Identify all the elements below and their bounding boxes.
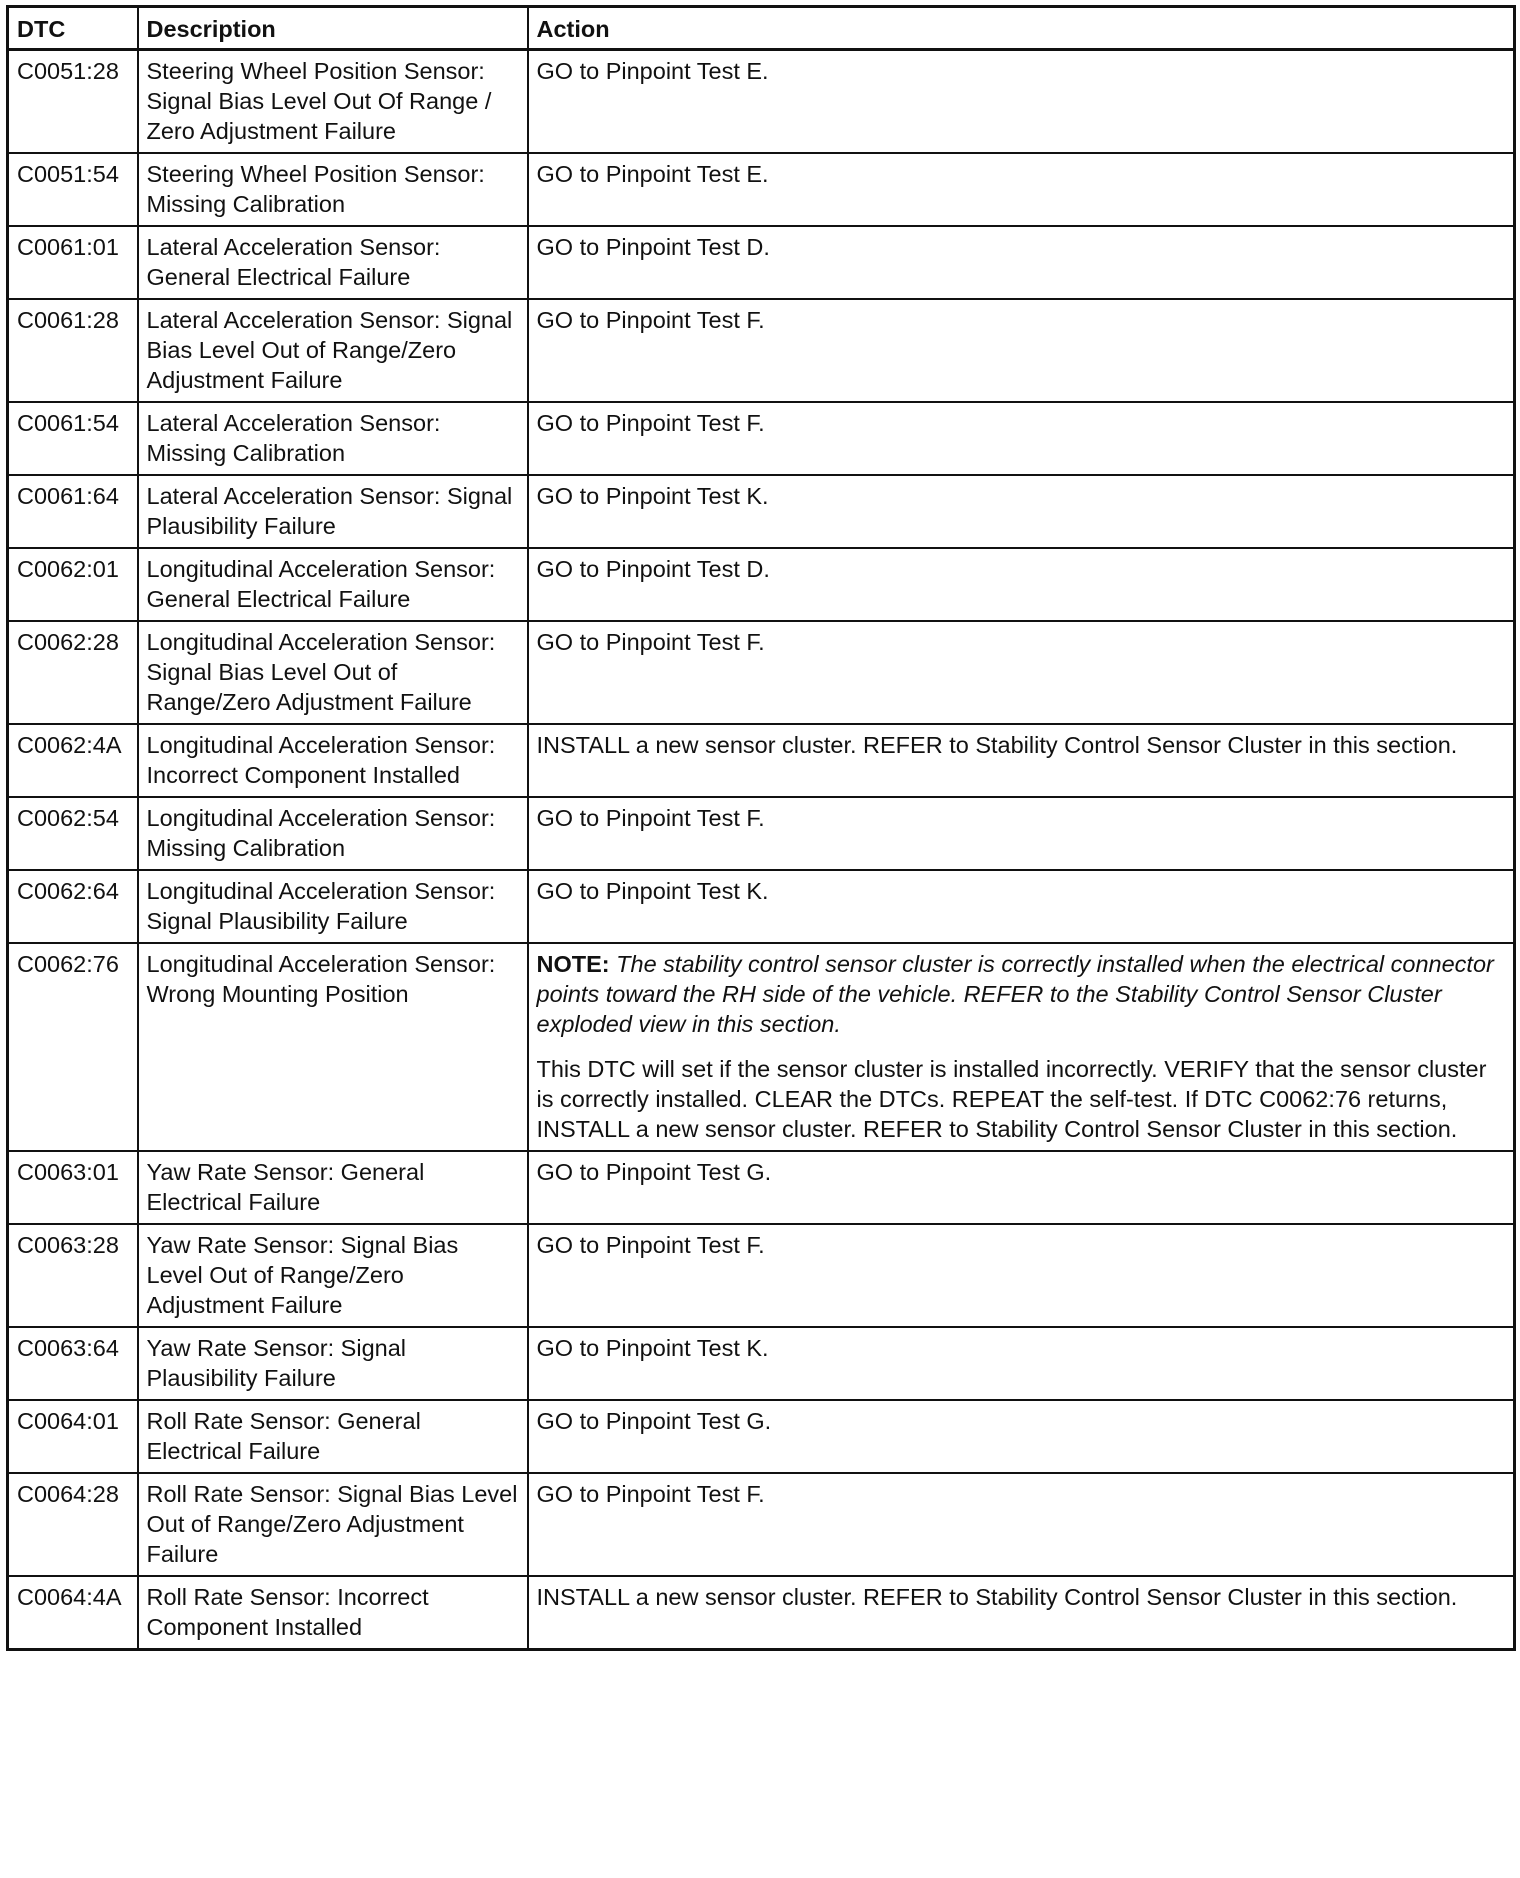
dtc-action: GO to Pinpoint Test F. bbox=[528, 299, 1515, 402]
table-row bbox=[8, 1151, 1515, 1224]
table-row bbox=[8, 870, 1515, 943]
dtc-description: Longitudinal Acceleration Sensor: Wrong Mounting Position bbox=[138, 943, 528, 1151]
dtc-code: C0064:28 bbox=[8, 1473, 138, 1576]
table-row bbox=[8, 299, 1515, 402]
dtc-action: GO to Pinpoint Test F. bbox=[528, 1473, 1515, 1576]
dtc-action bbox=[528, 943, 1515, 1151]
dtc-action: GO to Pinpoint Test F. bbox=[528, 621, 1515, 724]
dtc-action: GO to Pinpoint Test D. bbox=[528, 548, 1515, 621]
dtc-code: C0061:54 bbox=[8, 402, 138, 475]
header-dtc: DTC bbox=[8, 7, 138, 50]
dtc-table bbox=[6, 5, 1516, 1651]
table-row bbox=[8, 153, 1515, 226]
table-row bbox=[8, 50, 1515, 154]
dtc-description: Longitudinal Acceleration Sensor: Signal Bias Level Out of Range/Zero Adjustment Failure bbox=[138, 621, 528, 724]
table-row bbox=[8, 797, 1515, 870]
dtc-code: C0051:28 bbox=[8, 50, 138, 154]
dtc-code: C0051:54 bbox=[8, 153, 138, 226]
action-paragraph: This DTC will set if the sensor cluster is installed incorrectly. VERIFY that the sensor cluster is correctly installed. CLEAR the DTCs. REPEAT the self-test. If DTC C0062:76 returns, INSTALL a new sensor cluster. REFER to Stability Control Sensor Cluster in this section. bbox=[536, 1056, 1487, 1142]
dtc-code: C0063:28 bbox=[8, 1224, 138, 1327]
dtc-description: Longitudinal Acceleration Sensor: Missing Calibration bbox=[138, 797, 528, 870]
header-action: Action bbox=[528, 7, 1515, 50]
table-row bbox=[8, 402, 1515, 475]
dtc-description: Roll Rate Sensor: Incorrect Component Installed bbox=[138, 1576, 528, 1650]
table-row bbox=[8, 1400, 1515, 1473]
dtc-description: Yaw Rate Sensor: Signal Plausibility Failure bbox=[138, 1327, 528, 1400]
dtc-code: C0062:76 bbox=[8, 943, 138, 1151]
table-row bbox=[8, 1473, 1515, 1576]
dtc-code: C0062:28 bbox=[8, 621, 138, 724]
header-description: Description bbox=[138, 7, 528, 50]
dtc-code: C0063:01 bbox=[8, 1151, 138, 1224]
table-row bbox=[8, 724, 1515, 797]
dtc-action: GO to Pinpoint Test F. bbox=[528, 1224, 1515, 1327]
dtc-action: INSTALL a new sensor cluster. REFER to Stability Control Sensor Cluster in this section. bbox=[528, 724, 1515, 797]
dtc-description: Longitudinal Acceleration Sensor: General Electrical Failure bbox=[138, 548, 528, 621]
dtc-action: GO to Pinpoint Test F. bbox=[528, 402, 1515, 475]
table-row bbox=[8, 548, 1515, 621]
dtc-description: Lateral Acceleration Sensor: Missing Calibration bbox=[138, 402, 528, 475]
dtc-description: Longitudinal Acceleration Sensor: Incorrect Component Installed bbox=[138, 724, 528, 797]
dtc-code: C0061:01 bbox=[8, 226, 138, 299]
dtc-description: Yaw Rate Sensor: Signal Bias Level Out of Range/Zero Adjustment Failure bbox=[138, 1224, 528, 1327]
dtc-code: C0061:64 bbox=[8, 475, 138, 548]
dtc-code: C0064:01 bbox=[8, 1400, 138, 1473]
dtc-action: INSTALL a new sensor cluster. REFER to Stability Control Sensor Cluster in this section. bbox=[528, 1576, 1515, 1650]
dtc-code: C0062:4A bbox=[8, 724, 138, 797]
dtc-action: GO to Pinpoint Test K. bbox=[528, 475, 1515, 548]
dtc-description: Steering Wheel Position Sensor: Signal Bias Level Out Of Range / Zero Adjustment Failure bbox=[138, 50, 528, 154]
note-paragraph bbox=[537, 949, 1507, 1039]
dtc-description: Roll Rate Sensor: Signal Bias Level Out of Range/Zero Adjustment Failure bbox=[138, 1473, 528, 1576]
table-row bbox=[8, 943, 1515, 1151]
table-row bbox=[8, 1327, 1515, 1400]
dtc-action: GO to Pinpoint Test K. bbox=[528, 870, 1515, 943]
dtc-description: Longitudinal Acceleration Sensor: Signal Plausibility Failure bbox=[138, 870, 528, 943]
dtc-code: C0061:28 bbox=[8, 299, 138, 402]
dtc-action: GO to Pinpoint Test E. bbox=[528, 50, 1515, 154]
dtc-code: C0062:01 bbox=[8, 548, 138, 621]
dtc-description: Lateral Acceleration Sensor: General Electrical Failure bbox=[138, 226, 528, 299]
header-row bbox=[8, 7, 1515, 50]
dtc-action: GO to Pinpoint Test E. bbox=[528, 153, 1515, 226]
table-row bbox=[8, 475, 1515, 548]
note-label: NOTE: bbox=[536, 951, 610, 977]
table-row bbox=[8, 1224, 1515, 1327]
table-row bbox=[8, 621, 1515, 724]
dtc-description: Lateral Acceleration Sensor: Signal Plausibility Failure bbox=[138, 475, 528, 548]
table-row bbox=[8, 1576, 1515, 1650]
dtc-description: Roll Rate Sensor: General Electrical Failure bbox=[138, 1400, 528, 1473]
dtc-action: GO to Pinpoint Test F. bbox=[528, 797, 1515, 870]
dtc-code: C0064:4A bbox=[8, 1576, 138, 1650]
dtc-action: GO to Pinpoint Test K. bbox=[528, 1327, 1515, 1400]
table-row bbox=[8, 226, 1515, 299]
dtc-code: C0062:64 bbox=[8, 870, 138, 943]
dtc-table-container bbox=[6, 5, 1513, 1651]
dtc-action: GO to Pinpoint Test D. bbox=[528, 226, 1515, 299]
dtc-description: Lateral Acceleration Sensor: Signal Bias Level Out of Range/Zero Adjustment Failure bbox=[138, 299, 528, 402]
dtc-action: GO to Pinpoint Test G. bbox=[528, 1400, 1515, 1473]
dtc-code: C0063:64 bbox=[8, 1327, 138, 1400]
dtc-action: GO to Pinpoint Test G. bbox=[528, 1151, 1515, 1224]
note-text: The stability control sensor cluster is correctly installed when the electrical connector points toward the RH side of the vehicle. REFER to the Stability Control Sensor Cluster exploded view in this section. bbox=[536, 951, 1494, 1037]
dtc-description: Steering Wheel Position Sensor: Missing Calibration bbox=[138, 153, 528, 226]
dtc-description: Yaw Rate Sensor: General Electrical Failure bbox=[138, 1151, 528, 1224]
dtc-code: C0062:54 bbox=[8, 797, 138, 870]
